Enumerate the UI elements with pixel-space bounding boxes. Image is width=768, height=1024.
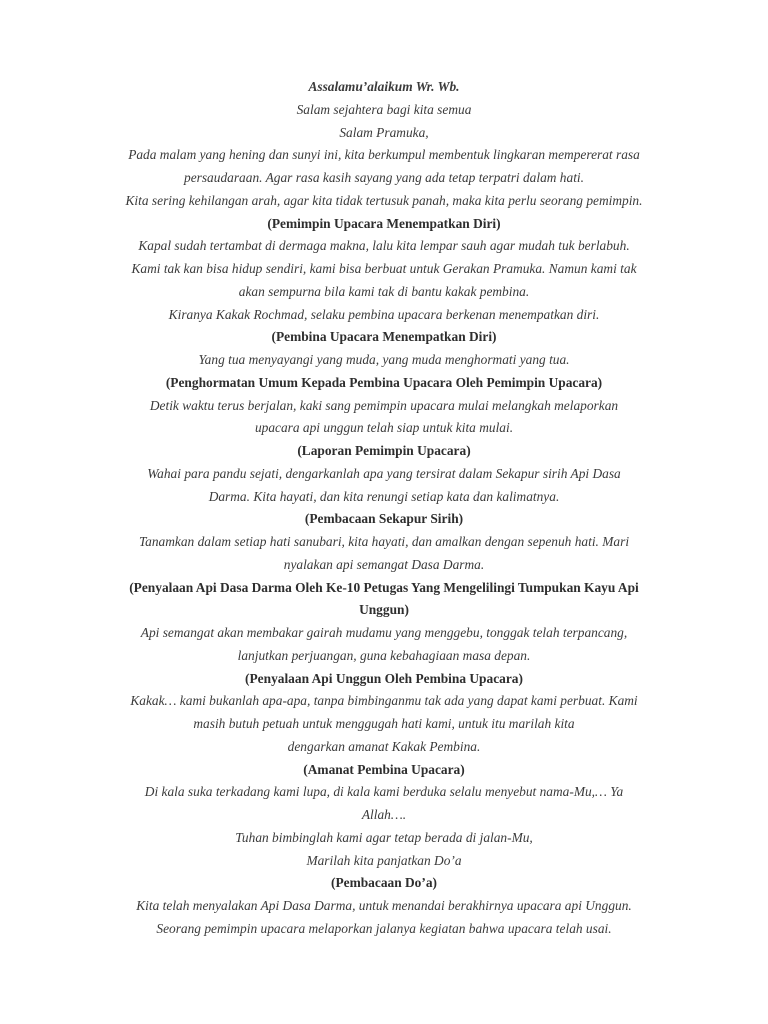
text-line: Salam sejahtera bagi kita semua <box>296 101 472 117</box>
stage-direction: (Pembacaan Sekapur Sirih) <box>304 511 464 527</box>
stage-direction: (Penyalaan Api Unggun Oleh Pembina Upacara) <box>245 670 523 686</box>
stage-direction: (Laporan Pemimpin Upacara) <box>297 443 471 458</box>
text-line: persaudaraan. Agar rasa kasih sayang yang ada tetap terpatri dalam hati. <box>184 170 584 185</box>
stage-direction: Unggun) <box>359 602 409 618</box>
text-line: Darma. Kita hayati, dan kita renungi setiap kata dan kalimatnya. <box>208 488 560 504</box>
text-line: masih butuh petuah untuk menggugah hati kami, untuk itu marilah kita <box>193 716 575 731</box>
text-line: Kita sering kehilangan arah, agar kita tidak tertusuk panah, maka kita perlu seorang pemimpin. <box>125 192 643 208</box>
text-line: Kiranya Kakak Rochmad, selaku pembina upacara berkenan menempatkan diri. <box>168 306 600 322</box>
text-line: Api semangat akan membakar gairah mudamu yang menggebu, tonggak telah terpancang, <box>140 625 628 640</box>
text-line: Allah…. <box>361 807 407 822</box>
stage-direction: (Amanat Pembina Upacara) <box>303 761 465 777</box>
stage-direction: (Penghormatan Umum Kepada Pembina Upacara Oleh Pemimpin Upacara) <box>165 374 603 390</box>
text-line: nyalakan api semangat Dasa Darma. <box>283 556 485 572</box>
text-line: Marilah kita panjatkan Do’a <box>306 852 462 868</box>
text-line: Yang tua menyayangi yang muda, yang muda menghormati yang tua. <box>198 352 570 367</box>
text-line: Kapal sudah tertambat di dermaga makna, lalu kita lempar sauh agar mudah tuk berlabuh. <box>138 238 630 254</box>
text-line: Tuhan bimbinglah kami agar tetap berada di jalan-Mu, <box>235 829 533 845</box>
text-line: Wahai para pandu sejati, dengarkanlah apa yang tersirat dalam Sekapur sirih Api Dasa <box>147 465 621 481</box>
text-line: akan sempurna bila kami tak di bantu kakak pembina. <box>238 283 530 299</box>
text-line: lanjutkan perjuangan, guna kebahagiaan masa depan. <box>237 647 531 663</box>
text-line: Tanamkan dalam setiap hati sanubari, kita hayati, dan amalkan dengan sepenuh hati. Mari <box>138 534 630 549</box>
text-line: Detik waktu terus berjalan, kaki sang pemimpin upacara mulai melangkah melaporkan <box>149 397 619 413</box>
text-line: Salam Pramuka, <box>339 124 429 140</box>
text-line: Kita telah menyalakan Api Dasa Darma, untuk menandai berakhirnya upacara api Unggun. <box>136 898 632 913</box>
text-line: upacara api unggun telah siap untuk kita mulai. <box>254 420 514 436</box>
stage-direction: (Pemimpin Upacara Menempatkan Diri) <box>267 215 501 231</box>
text-line: dengarkan amanat Kakak Pembina. <box>287 738 481 754</box>
text-line: Seorang pemimpin upacara melaporkan jalanya kegiatan bahwa upacara telah usai. <box>156 920 612 936</box>
stage-direction: (Pembina Upacara Menempatkan Diri) <box>271 329 497 345</box>
text-line: Kakak… kami bukanlah apa-apa, tanpa bimbinganmu tak ada yang dapat kami perbuat. Kami <box>130 693 638 709</box>
greeting-line: Assalamu’alaikum Wr. Wb. <box>308 79 460 94</box>
stage-direction: (Penyalaan Api Dasa Darma Oleh Ke-10 Petugas Yang Mengelilingi Tumpukan Kayu Api <box>129 579 639 595</box>
document-page <box>0 76 768 941</box>
stage-direction: (Pembacaan Do’a) <box>331 875 437 891</box>
text-line: Kami tak kan bisa hidup sendiri, kami bisa berbuat untuk Gerakan Pramuka. Namun kami tak <box>131 261 637 276</box>
text-line: Pada malam yang hening dan sunyi ini, kita berkumpul membentuk lingkaran mempererat rasa <box>128 147 640 163</box>
text-line: Di kala suka terkadang kami lupa, di kala kami berduka selalu menyebut nama-Mu,… Ya <box>144 784 624 800</box>
